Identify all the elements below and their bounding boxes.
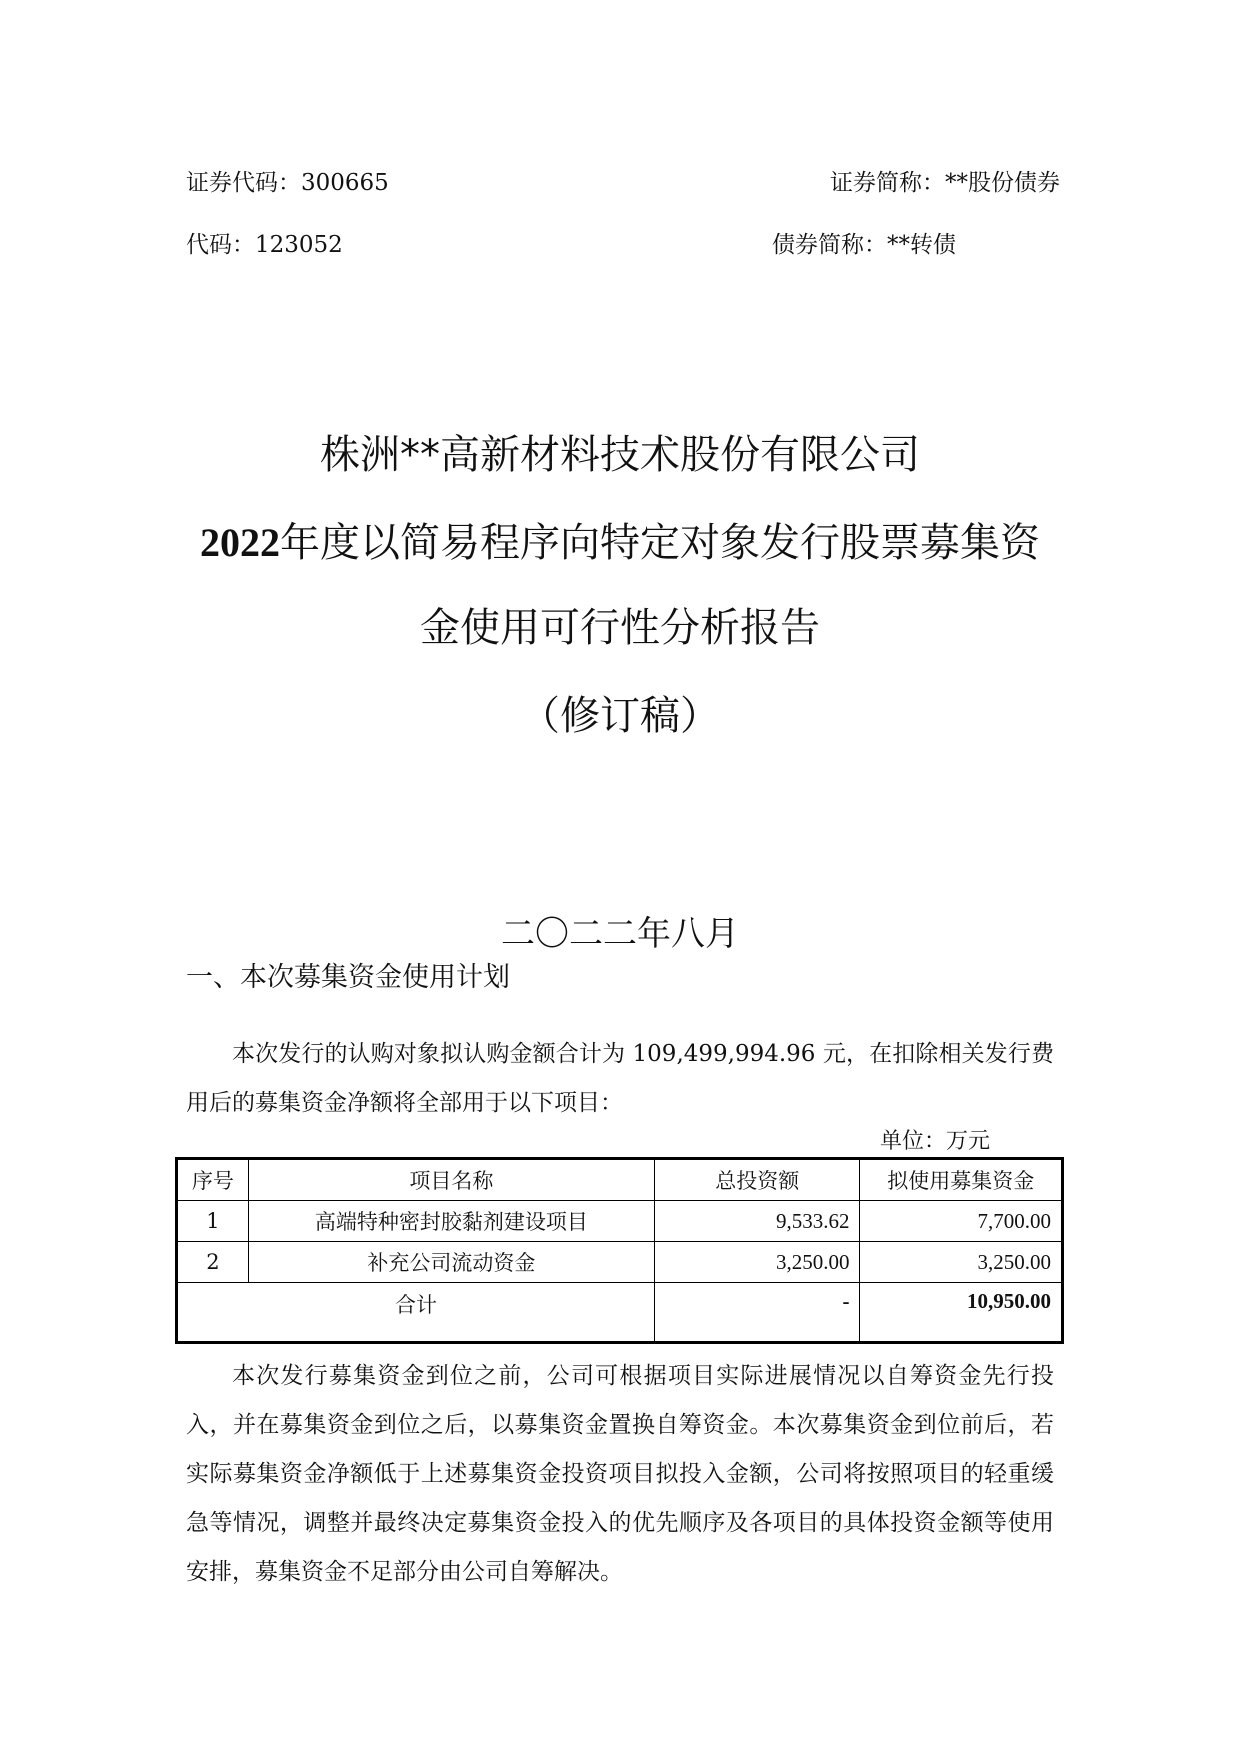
row-index: 1	[177, 1201, 249, 1242]
row-total-investment: 3,250.00	[655, 1242, 860, 1283]
funds-table	[175, 1157, 1064, 1344]
title-line-4: （修订稿）	[520, 693, 720, 739]
total-proposed-funds: 10,950.00	[860, 1283, 1063, 1343]
table-row	[177, 1242, 1063, 1283]
report-date: 二〇二二年八月	[501, 914, 739, 954]
header-proposed-funds: 拟使用募集资金	[860, 1159, 1063, 1201]
header-total-investment: 总投资额	[655, 1159, 860, 1201]
table-row	[177, 1201, 1063, 1242]
bond-code: 代码：123052	[186, 232, 343, 258]
table-total-row	[177, 1283, 1063, 1343]
row-proposed-funds: 3,250.00	[860, 1242, 1063, 1283]
title-line-2-text: 年度以简易程序向特定对象发行股票募集资	[280, 520, 1040, 566]
row-project-name: 补充公司流动资金	[248, 1242, 654, 1283]
title-line-3: 金使用可行性分析报告	[420, 605, 820, 651]
intro-paragraph: 本次发行的认购对象拟认购金额合计为 109,499,994.96 元，在扣除相关发行费用后的募集资金净额将全部用于以下项目：	[186, 1041, 1054, 1116]
bond-short-name: 债券简称：**转债	[772, 232, 956, 258]
total-investment: -	[655, 1283, 860, 1343]
row-total-investment: 9,533.62	[655, 1201, 860, 1242]
title-line-2	[170, 518, 1070, 568]
title-year: 2022	[200, 520, 280, 565]
row-index: 2	[177, 1242, 249, 1283]
section-heading: 一、本次募集资金使用计划	[186, 962, 510, 993]
header-index: 序号	[177, 1159, 249, 1201]
closing-paragraph: 本次发行募集资金到位之前，公司可根据项目实际进展情况以自筹资金先行投入，并在募集资金到位之后，以募集资金置换自筹资金。本次募集资金到位前后，若实际募集资金净额低于上述募集资金投资项目拟投入金额，公司将按照项目的轻重缓急等情况，调整并最终决定募集资金投入的优先顺序及各项目的具体投资金额等使用安排，募集资金不足部分由公司自筹解决。	[186, 1363, 1054, 1585]
row-project-name: 高端特种密封胶黏剂建设项目	[248, 1201, 654, 1242]
row-proposed-funds: 7,700.00	[860, 1201, 1063, 1242]
stock-code: 证券代码：300665	[186, 170, 389, 196]
table-header-row	[177, 1159, 1063, 1201]
unit-label: 单位：万元	[880, 1129, 991, 1154]
title-line-1: 株洲**高新材料技术股份有限公司	[320, 432, 920, 478]
stock-short-name: 证券简称：**股份债券	[830, 170, 1060, 196]
total-label: 合计	[177, 1283, 655, 1343]
header-project-name: 项目名称	[248, 1159, 654, 1201]
